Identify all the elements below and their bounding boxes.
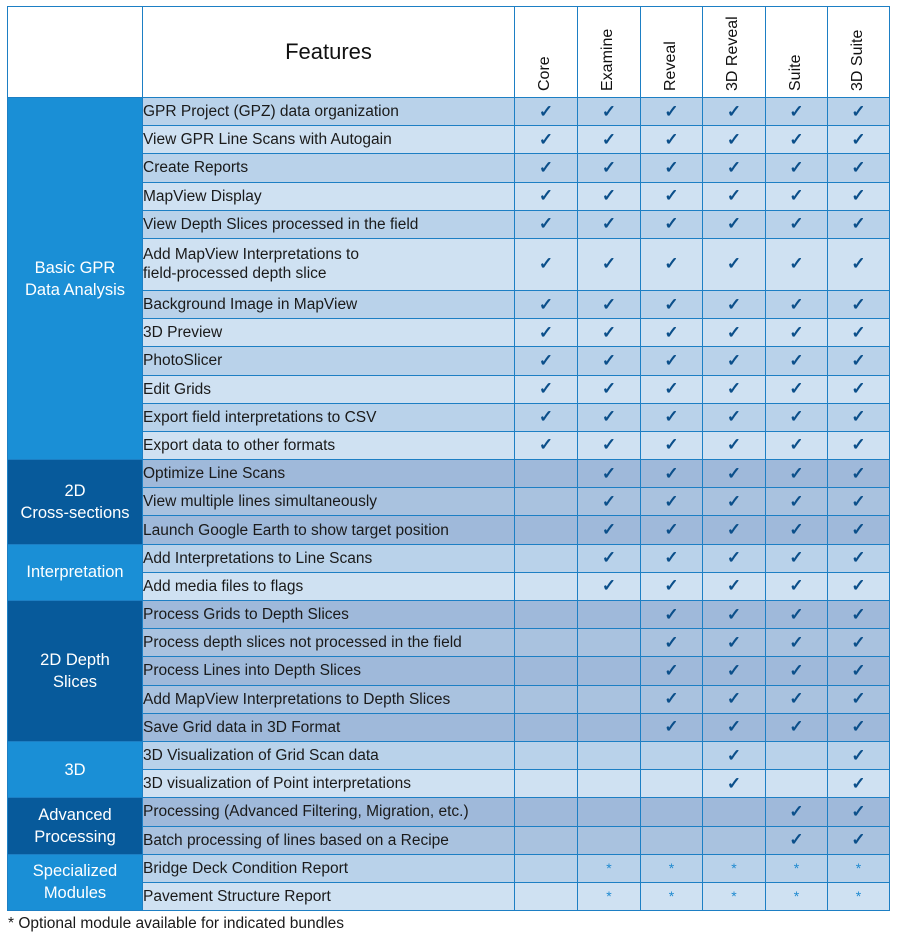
check-icon: ✓ bbox=[766, 601, 828, 629]
feature-name: Create Reports bbox=[143, 154, 515, 182]
check-icon: ✓ bbox=[703, 403, 766, 431]
empty-cell bbox=[515, 460, 578, 488]
feature-name: Process Grids to Depth Slices bbox=[143, 601, 515, 629]
check-icon: ✓ bbox=[578, 375, 641, 403]
check-icon: ✓ bbox=[578, 431, 641, 459]
check-icon: ✓ bbox=[641, 629, 703, 657]
check-icon: ✓ bbox=[703, 319, 766, 347]
group-label: Advanced Processing bbox=[8, 798, 143, 854]
check-icon: ✓ bbox=[828, 544, 890, 572]
feature-name: Pavement Structure Report bbox=[143, 882, 515, 910]
empty-cell bbox=[515, 544, 578, 572]
feature-name: Add media files to flags bbox=[143, 572, 515, 600]
feature-name: PhotoSlicer bbox=[143, 347, 515, 375]
check-icon: ✓ bbox=[703, 488, 766, 516]
column-label: 3D Suite bbox=[848, 29, 866, 91]
check-icon: ✓ bbox=[828, 460, 890, 488]
check-icon: ✓ bbox=[515, 375, 578, 403]
check-icon: ✓ bbox=[515, 431, 578, 459]
optional-asterisk-icon: * bbox=[641, 854, 703, 882]
group-label: 2D Cross-sections bbox=[8, 460, 143, 545]
check-icon: ✓ bbox=[641, 126, 703, 154]
empty-cell bbox=[578, 685, 641, 713]
check-icon: ✓ bbox=[828, 770, 890, 798]
feature-name: Add MapView Interpretations to field-processed depth slice bbox=[143, 238, 515, 290]
check-icon: ✓ bbox=[828, 431, 890, 459]
check-icon: ✓ bbox=[641, 685, 703, 713]
check-icon: ✓ bbox=[766, 826, 828, 854]
check-icon: ✓ bbox=[578, 347, 641, 375]
feature-name: Background Image in MapView bbox=[143, 290, 515, 318]
column-header-3d-suite bbox=[828, 7, 890, 98]
check-icon: ✓ bbox=[766, 319, 828, 347]
check-icon: ✓ bbox=[641, 290, 703, 318]
check-icon: ✓ bbox=[515, 182, 578, 210]
check-icon: ✓ bbox=[641, 516, 703, 544]
check-icon: ✓ bbox=[641, 238, 703, 290]
check-icon: ✓ bbox=[828, 798, 890, 826]
check-icon: ✓ bbox=[828, 154, 890, 182]
empty-cell bbox=[515, 770, 578, 798]
feature-name: 3D Preview bbox=[143, 319, 515, 347]
check-icon: ✓ bbox=[515, 238, 578, 290]
column-header-reveal bbox=[641, 7, 703, 98]
check-icon: ✓ bbox=[828, 347, 890, 375]
check-icon: ✓ bbox=[578, 488, 641, 516]
empty-cell bbox=[515, 882, 578, 910]
features-heading: Features bbox=[143, 7, 515, 98]
column-header-suite bbox=[766, 7, 828, 98]
optional-asterisk-icon: * bbox=[703, 854, 766, 882]
check-icon: ✓ bbox=[828, 319, 890, 347]
check-icon: ✓ bbox=[766, 182, 828, 210]
check-icon: ✓ bbox=[828, 685, 890, 713]
check-icon: ✓ bbox=[703, 347, 766, 375]
feature-name: 3D Visualization of Grid Scan data bbox=[143, 741, 515, 769]
check-icon: ✓ bbox=[703, 572, 766, 600]
corner-cell bbox=[8, 7, 143, 98]
check-icon: ✓ bbox=[828, 826, 890, 854]
check-icon: ✓ bbox=[703, 238, 766, 290]
check-icon: ✓ bbox=[641, 572, 703, 600]
optional-asterisk-icon: * bbox=[703, 882, 766, 910]
empty-cell bbox=[578, 713, 641, 741]
group-label: 2D Depth Slices bbox=[8, 601, 143, 742]
check-icon: ✓ bbox=[703, 375, 766, 403]
check-icon: ✓ bbox=[578, 154, 641, 182]
check-icon: ✓ bbox=[828, 182, 890, 210]
check-icon: ✓ bbox=[766, 460, 828, 488]
check-icon: ✓ bbox=[703, 126, 766, 154]
check-icon: ✓ bbox=[641, 544, 703, 572]
feature-name: Export data to other formats bbox=[143, 431, 515, 459]
feature-name: Add MapView Interpretations to Depth Slices bbox=[143, 685, 515, 713]
empty-cell bbox=[515, 854, 578, 882]
check-icon: ✓ bbox=[828, 210, 890, 238]
feature-name: Processing (Advanced Filtering, Migration, etc.) bbox=[143, 798, 515, 826]
check-icon: ✓ bbox=[703, 516, 766, 544]
empty-cell bbox=[641, 741, 703, 769]
check-icon: ✓ bbox=[641, 210, 703, 238]
column-label: Core bbox=[536, 56, 553, 91]
empty-cell bbox=[703, 798, 766, 826]
empty-cell bbox=[766, 770, 828, 798]
check-icon: ✓ bbox=[766, 516, 828, 544]
feature-name: Process depth slices not processed in the field bbox=[143, 629, 515, 657]
check-icon: ✓ bbox=[828, 572, 890, 600]
check-icon: ✓ bbox=[703, 544, 766, 572]
table-row bbox=[8, 741, 890, 769]
empty-cell bbox=[578, 657, 641, 685]
check-icon: ✓ bbox=[515, 126, 578, 154]
check-icon: ✓ bbox=[828, 238, 890, 290]
feature-name: Batch processing of lines based on a Recipe bbox=[143, 826, 515, 854]
empty-cell bbox=[578, 826, 641, 854]
check-icon: ✓ bbox=[578, 460, 641, 488]
empty-cell bbox=[515, 826, 578, 854]
check-icon: ✓ bbox=[766, 629, 828, 657]
check-icon: ✓ bbox=[703, 431, 766, 459]
group-label: 3D bbox=[8, 741, 143, 797]
check-icon: ✓ bbox=[641, 347, 703, 375]
check-icon: ✓ bbox=[703, 154, 766, 182]
optional-asterisk-icon: * bbox=[766, 854, 828, 882]
column-header-3d-reveal bbox=[703, 7, 766, 98]
footnote: * Optional module available for indicated bundles bbox=[8, 915, 345, 932]
check-icon: ✓ bbox=[578, 238, 641, 290]
empty-cell bbox=[515, 713, 578, 741]
header-row bbox=[8, 7, 890, 98]
empty-cell bbox=[515, 629, 578, 657]
check-icon: ✓ bbox=[641, 319, 703, 347]
check-icon: ✓ bbox=[766, 290, 828, 318]
check-icon: ✓ bbox=[641, 154, 703, 182]
check-icon: ✓ bbox=[641, 460, 703, 488]
check-icon: ✓ bbox=[578, 544, 641, 572]
check-icon: ✓ bbox=[515, 154, 578, 182]
empty-cell bbox=[766, 741, 828, 769]
feature-name: MapView Display bbox=[143, 182, 515, 210]
column-label: Examine bbox=[599, 28, 616, 91]
check-icon: ✓ bbox=[703, 713, 766, 741]
empty-cell bbox=[515, 798, 578, 826]
check-icon: ✓ bbox=[703, 685, 766, 713]
check-icon: ✓ bbox=[578, 182, 641, 210]
check-icon: ✓ bbox=[828, 516, 890, 544]
optional-asterisk-icon: * bbox=[578, 854, 641, 882]
check-icon: ✓ bbox=[703, 770, 766, 798]
check-icon: ✓ bbox=[641, 713, 703, 741]
check-icon: ✓ bbox=[828, 629, 890, 657]
check-icon: ✓ bbox=[641, 488, 703, 516]
check-icon: ✓ bbox=[828, 657, 890, 685]
check-icon: ✓ bbox=[766, 98, 828, 126]
feature-name: Optimize Line Scans bbox=[143, 460, 515, 488]
check-icon: ✓ bbox=[828, 98, 890, 126]
check-icon: ✓ bbox=[578, 516, 641, 544]
column-header-examine bbox=[578, 7, 641, 98]
table-row bbox=[8, 854, 890, 882]
empty-cell bbox=[515, 488, 578, 516]
group-label: Interpretation bbox=[8, 544, 143, 600]
check-icon: ✓ bbox=[766, 375, 828, 403]
check-icon: ✓ bbox=[641, 657, 703, 685]
table-row bbox=[8, 98, 890, 126]
empty-cell bbox=[515, 657, 578, 685]
check-icon: ✓ bbox=[703, 657, 766, 685]
check-icon: ✓ bbox=[641, 98, 703, 126]
check-icon: ✓ bbox=[766, 403, 828, 431]
check-icon: ✓ bbox=[828, 713, 890, 741]
empty-cell bbox=[578, 629, 641, 657]
empty-cell bbox=[641, 770, 703, 798]
feature-name: View Depth Slices processed in the field bbox=[143, 210, 515, 238]
empty-cell bbox=[515, 516, 578, 544]
column-label: 3D Reveal bbox=[724, 16, 741, 91]
check-icon: ✓ bbox=[766, 572, 828, 600]
check-icon: ✓ bbox=[766, 238, 828, 290]
check-icon: ✓ bbox=[703, 601, 766, 629]
feature-name: 3D visualization of Point interpretations bbox=[143, 770, 515, 798]
feature-comparison-table bbox=[7, 6, 890, 911]
feature-name: Edit Grids bbox=[143, 375, 515, 403]
optional-asterisk-icon: * bbox=[766, 882, 828, 910]
group-label: Specialized Modules bbox=[8, 854, 143, 910]
check-icon: ✓ bbox=[515, 319, 578, 347]
check-icon: ✓ bbox=[766, 431, 828, 459]
optional-asterisk-icon: * bbox=[641, 882, 703, 910]
feature-name: Add Interpretations to Line Scans bbox=[143, 544, 515, 572]
empty-cell bbox=[515, 741, 578, 769]
check-icon: ✓ bbox=[641, 403, 703, 431]
table-row bbox=[8, 460, 890, 488]
empty-cell bbox=[641, 798, 703, 826]
check-icon: ✓ bbox=[578, 572, 641, 600]
check-icon: ✓ bbox=[828, 601, 890, 629]
check-icon: ✓ bbox=[641, 431, 703, 459]
check-icon: ✓ bbox=[578, 290, 641, 318]
check-icon: ✓ bbox=[641, 601, 703, 629]
empty-cell bbox=[515, 685, 578, 713]
column-label: Suite bbox=[786, 54, 804, 91]
optional-asterisk-icon: * bbox=[578, 882, 641, 910]
check-icon: ✓ bbox=[828, 488, 890, 516]
check-icon: ✓ bbox=[703, 460, 766, 488]
check-icon: ✓ bbox=[515, 98, 578, 126]
table-row bbox=[8, 601, 890, 629]
optional-asterisk-icon: * bbox=[828, 882, 890, 910]
check-icon: ✓ bbox=[766, 544, 828, 572]
empty-cell bbox=[515, 601, 578, 629]
table-row bbox=[8, 544, 890, 572]
check-icon: ✓ bbox=[703, 629, 766, 657]
check-icon: ✓ bbox=[766, 713, 828, 741]
feature-name: Launch Google Earth to show target position bbox=[143, 516, 515, 544]
check-icon: ✓ bbox=[828, 741, 890, 769]
empty-cell bbox=[578, 601, 641, 629]
check-icon: ✓ bbox=[766, 685, 828, 713]
column-label: Reveal bbox=[661, 41, 679, 91]
group-label: Basic GPR Data Analysis bbox=[8, 98, 143, 460]
empty-cell bbox=[641, 826, 703, 854]
check-icon: ✓ bbox=[766, 154, 828, 182]
feature-name: GPR Project (GPZ) data organization bbox=[143, 98, 515, 126]
check-icon: ✓ bbox=[703, 98, 766, 126]
empty-cell bbox=[578, 770, 641, 798]
check-icon: ✓ bbox=[828, 126, 890, 154]
feature-name: Bridge Deck Condition Report bbox=[143, 854, 515, 882]
check-icon: ✓ bbox=[578, 210, 641, 238]
check-icon: ✓ bbox=[578, 98, 641, 126]
check-icon: ✓ bbox=[641, 375, 703, 403]
check-icon: ✓ bbox=[515, 403, 578, 431]
feature-name: Save Grid data in 3D Format bbox=[143, 713, 515, 741]
check-icon: ✓ bbox=[703, 210, 766, 238]
check-icon: ✓ bbox=[703, 290, 766, 318]
feature-name: Process Lines into Depth Slices bbox=[143, 657, 515, 685]
check-icon: ✓ bbox=[641, 182, 703, 210]
check-icon: ✓ bbox=[515, 210, 578, 238]
column-header-core bbox=[515, 7, 578, 98]
check-icon: ✓ bbox=[828, 290, 890, 318]
table-row bbox=[8, 798, 890, 826]
check-icon: ✓ bbox=[578, 126, 641, 154]
check-icon: ✓ bbox=[703, 741, 766, 769]
check-icon: ✓ bbox=[766, 126, 828, 154]
table-body bbox=[8, 98, 890, 911]
empty-cell bbox=[578, 741, 641, 769]
check-icon: ✓ bbox=[515, 290, 578, 318]
check-icon: ✓ bbox=[766, 347, 828, 375]
check-icon: ✓ bbox=[515, 347, 578, 375]
feature-name: View multiple lines simultaneously bbox=[143, 488, 515, 516]
empty-cell bbox=[515, 572, 578, 600]
check-icon: ✓ bbox=[578, 403, 641, 431]
check-icon: ✓ bbox=[703, 182, 766, 210]
empty-cell bbox=[578, 798, 641, 826]
empty-cell bbox=[703, 826, 766, 854]
check-icon: ✓ bbox=[828, 403, 890, 431]
check-icon: ✓ bbox=[766, 210, 828, 238]
check-icon: ✓ bbox=[578, 319, 641, 347]
optional-asterisk-icon: * bbox=[828, 854, 890, 882]
check-icon: ✓ bbox=[766, 798, 828, 826]
feature-name: Export field interpretations to CSV bbox=[143, 403, 515, 431]
check-icon: ✓ bbox=[828, 375, 890, 403]
feature-name: View GPR Line Scans with Autogain bbox=[143, 126, 515, 154]
check-icon: ✓ bbox=[766, 657, 828, 685]
check-icon: ✓ bbox=[766, 488, 828, 516]
